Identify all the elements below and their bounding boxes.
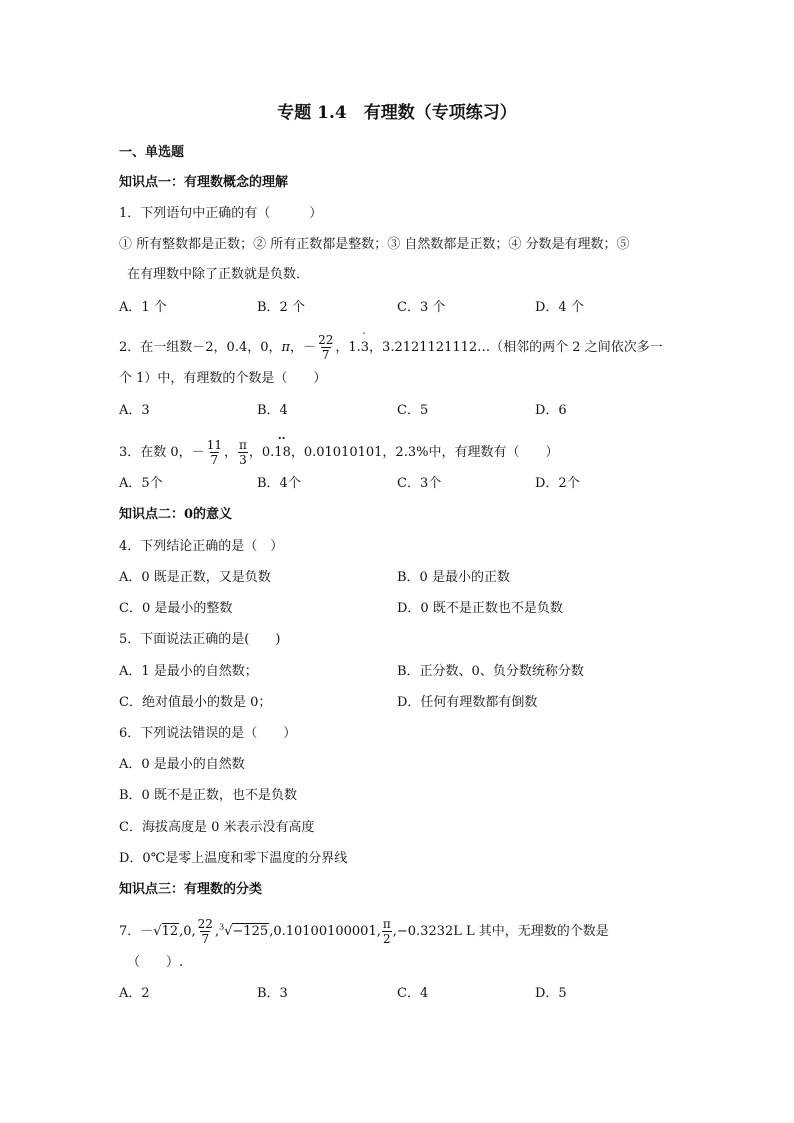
q3-option-d: D．2个 <box>535 476 580 491</box>
question-2-stem-cont: 个 1）中，有理数的个数是（ ） <box>119 371 327 386</box>
q3-fraction-2-num: π <box>238 438 247 452</box>
q7-fraction-2-den: 2 <box>382 932 391 946</box>
q2-sep: ，－ <box>290 340 317 355</box>
q7-sep: ,0, <box>179 924 196 939</box>
q2-option-c: C．5 <box>397 403 429 418</box>
q3-repeating-decimal <box>261 432 291 462</box>
q2-text-post: ，3.2121121112…（相邻的两个 2 之间依次多一 <box>369 340 663 355</box>
q7-fraction-1-den: 7 <box>201 932 210 946</box>
q3-option-b: B．4个 <box>257 476 301 491</box>
q3-fraction-1-num: 11 <box>206 438 222 452</box>
q1-option-d: D．4 个 <box>535 300 584 315</box>
q3-repeating-digits: 8 <box>282 445 291 460</box>
q7-fraction-2 <box>382 917 392 946</box>
q7-fraction-1 <box>197 917 214 946</box>
q7-option-a: A．2 <box>119 986 150 1001</box>
q2-option-b: B．4 <box>257 403 288 418</box>
knowledge-point-2: 知识点二：0的意义 <box>119 507 233 522</box>
question-1-body: ① 所有整数都是正数；② 所有正数都是整数；③ 自然数都是正数；④ 分数是有理数；⑤ <box>119 237 630 252</box>
q7-fraction-1-num: 22 <box>197 917 213 931</box>
sqrt-sign: √ <box>224 924 233 939</box>
q3-option-a: A．5个 <box>119 476 163 491</box>
q3-text-pre: 3．在数 0，－ <box>119 445 205 460</box>
q2-option-d: D．6 <box>535 403 567 418</box>
question-7-stem <box>119 917 609 946</box>
q4-option-a: A．0 既是正数，又是负数 <box>119 570 271 585</box>
q7-option-c: C．4 <box>397 986 429 1001</box>
q3-fraction-1-den: 7 <box>210 453 219 467</box>
q2-pi: π <box>281 340 291 355</box>
q5-option-b: B．正分数、0、负分数统称分数 <box>397 664 584 679</box>
question-7-stem-cont: （ ）. <box>127 955 184 970</box>
q5-option-d: D．任何有理数都有倒数 <box>397 695 538 710</box>
q3-repeating-base: 0.1 <box>261 445 283 460</box>
q3-sep: ， <box>223 445 237 460</box>
q7-comma: , <box>214 924 220 939</box>
q2-fraction-den: 7 <box>321 348 330 362</box>
q1-option-b: B．2 个 <box>257 300 305 315</box>
q5-option-c: C．绝对值最小的数是 0； <box>119 695 272 710</box>
q6-option-d: D．0℃是零上温度和零下温度的分界线 <box>119 851 348 866</box>
q3-option-c: C．3个 <box>397 476 442 491</box>
q5-option-a: A．1 是最小的自然数； <box>119 664 258 679</box>
q7-option-d: D．5 <box>535 986 567 1001</box>
question-6-stem: 6．下列说法错误的是（ ） <box>119 726 297 741</box>
q3-fraction-2 <box>238 438 248 467</box>
question-2-stem <box>119 327 663 362</box>
q6-option-b: B．0 既不是正数，也不是负数 <box>119 788 297 803</box>
q7-text-post: ,−0.3232L L 其中，无理数的个数是 <box>392 924 609 939</box>
q4-option-b: B．0 是最小的正数 <box>397 570 510 585</box>
q3-sep: ， <box>248 445 262 460</box>
page-title: 专题 1.4 有理数（专项练习） <box>277 103 517 123</box>
q4-option-d: D．0 既不是正数也不是负数 <box>397 601 563 616</box>
question-5-stem: 5．下面说法正确的是( ) <box>119 632 281 647</box>
q2-repeating-decimal <box>348 327 370 357</box>
q2-repeating-dot: · <box>362 327 366 340</box>
q3-fraction-1 <box>206 438 223 467</box>
q7-text-pre: 7．－ <box>119 924 154 939</box>
q7-option-b: B．3 <box>257 986 288 1001</box>
q6-option-a: A．0 是最小的自然数 <box>119 757 245 772</box>
question-1-stem: 1．下列语句中正确的有（ ） <box>119 206 323 221</box>
q2-sep: ， <box>335 340 349 355</box>
q7-text-mid: ,0.10100100001, <box>269 924 381 939</box>
q2-text-pre: 2．在一组数－2，0.4，0， <box>119 340 282 355</box>
q3-text-post: ，0.01010101，2.3%中，有理数有（ ） <box>290 445 559 460</box>
question-4-stem: 4．下列结论正确的是（ ） <box>119 539 284 554</box>
q7-sqrt-radicand: 12 <box>161 924 179 939</box>
q4-option-c: C．0 是最小的整数 <box>119 601 233 616</box>
q2-fraction-num: 22 <box>318 333 334 347</box>
knowledge-point-3: 知识点三：有理数的分类 <box>119 882 263 897</box>
q7-fraction-2-num: π <box>382 917 391 931</box>
q1-option-c: C．3 个 <box>397 300 446 315</box>
q2-option-a: A．3 <box>119 403 150 418</box>
q7-cbrt-radicand: −125 <box>232 924 269 939</box>
question-3-stem <box>119 432 559 467</box>
q6-option-c: C．海拔高度是 0 米表示没有高度 <box>119 820 315 835</box>
q3-repeating-dots: ·· <box>277 432 286 445</box>
knowledge-point-1: 知识点一：有理数概念的理解 <box>119 175 289 190</box>
q1-option-a: A．1 个 <box>119 300 167 315</box>
sqrt-sign: √ <box>153 924 162 939</box>
section-heading: 一、单选题 <box>119 145 185 160</box>
q2-repeating-base: 1.3 <box>348 340 370 355</box>
q7-cbrt-index: 3 <box>219 922 225 932</box>
q2-fraction <box>317 333 334 362</box>
question-1-body-cont: 在有理数中除了正数就是负数． <box>127 267 310 282</box>
q3-fraction-2-den: 3 <box>239 453 247 467</box>
